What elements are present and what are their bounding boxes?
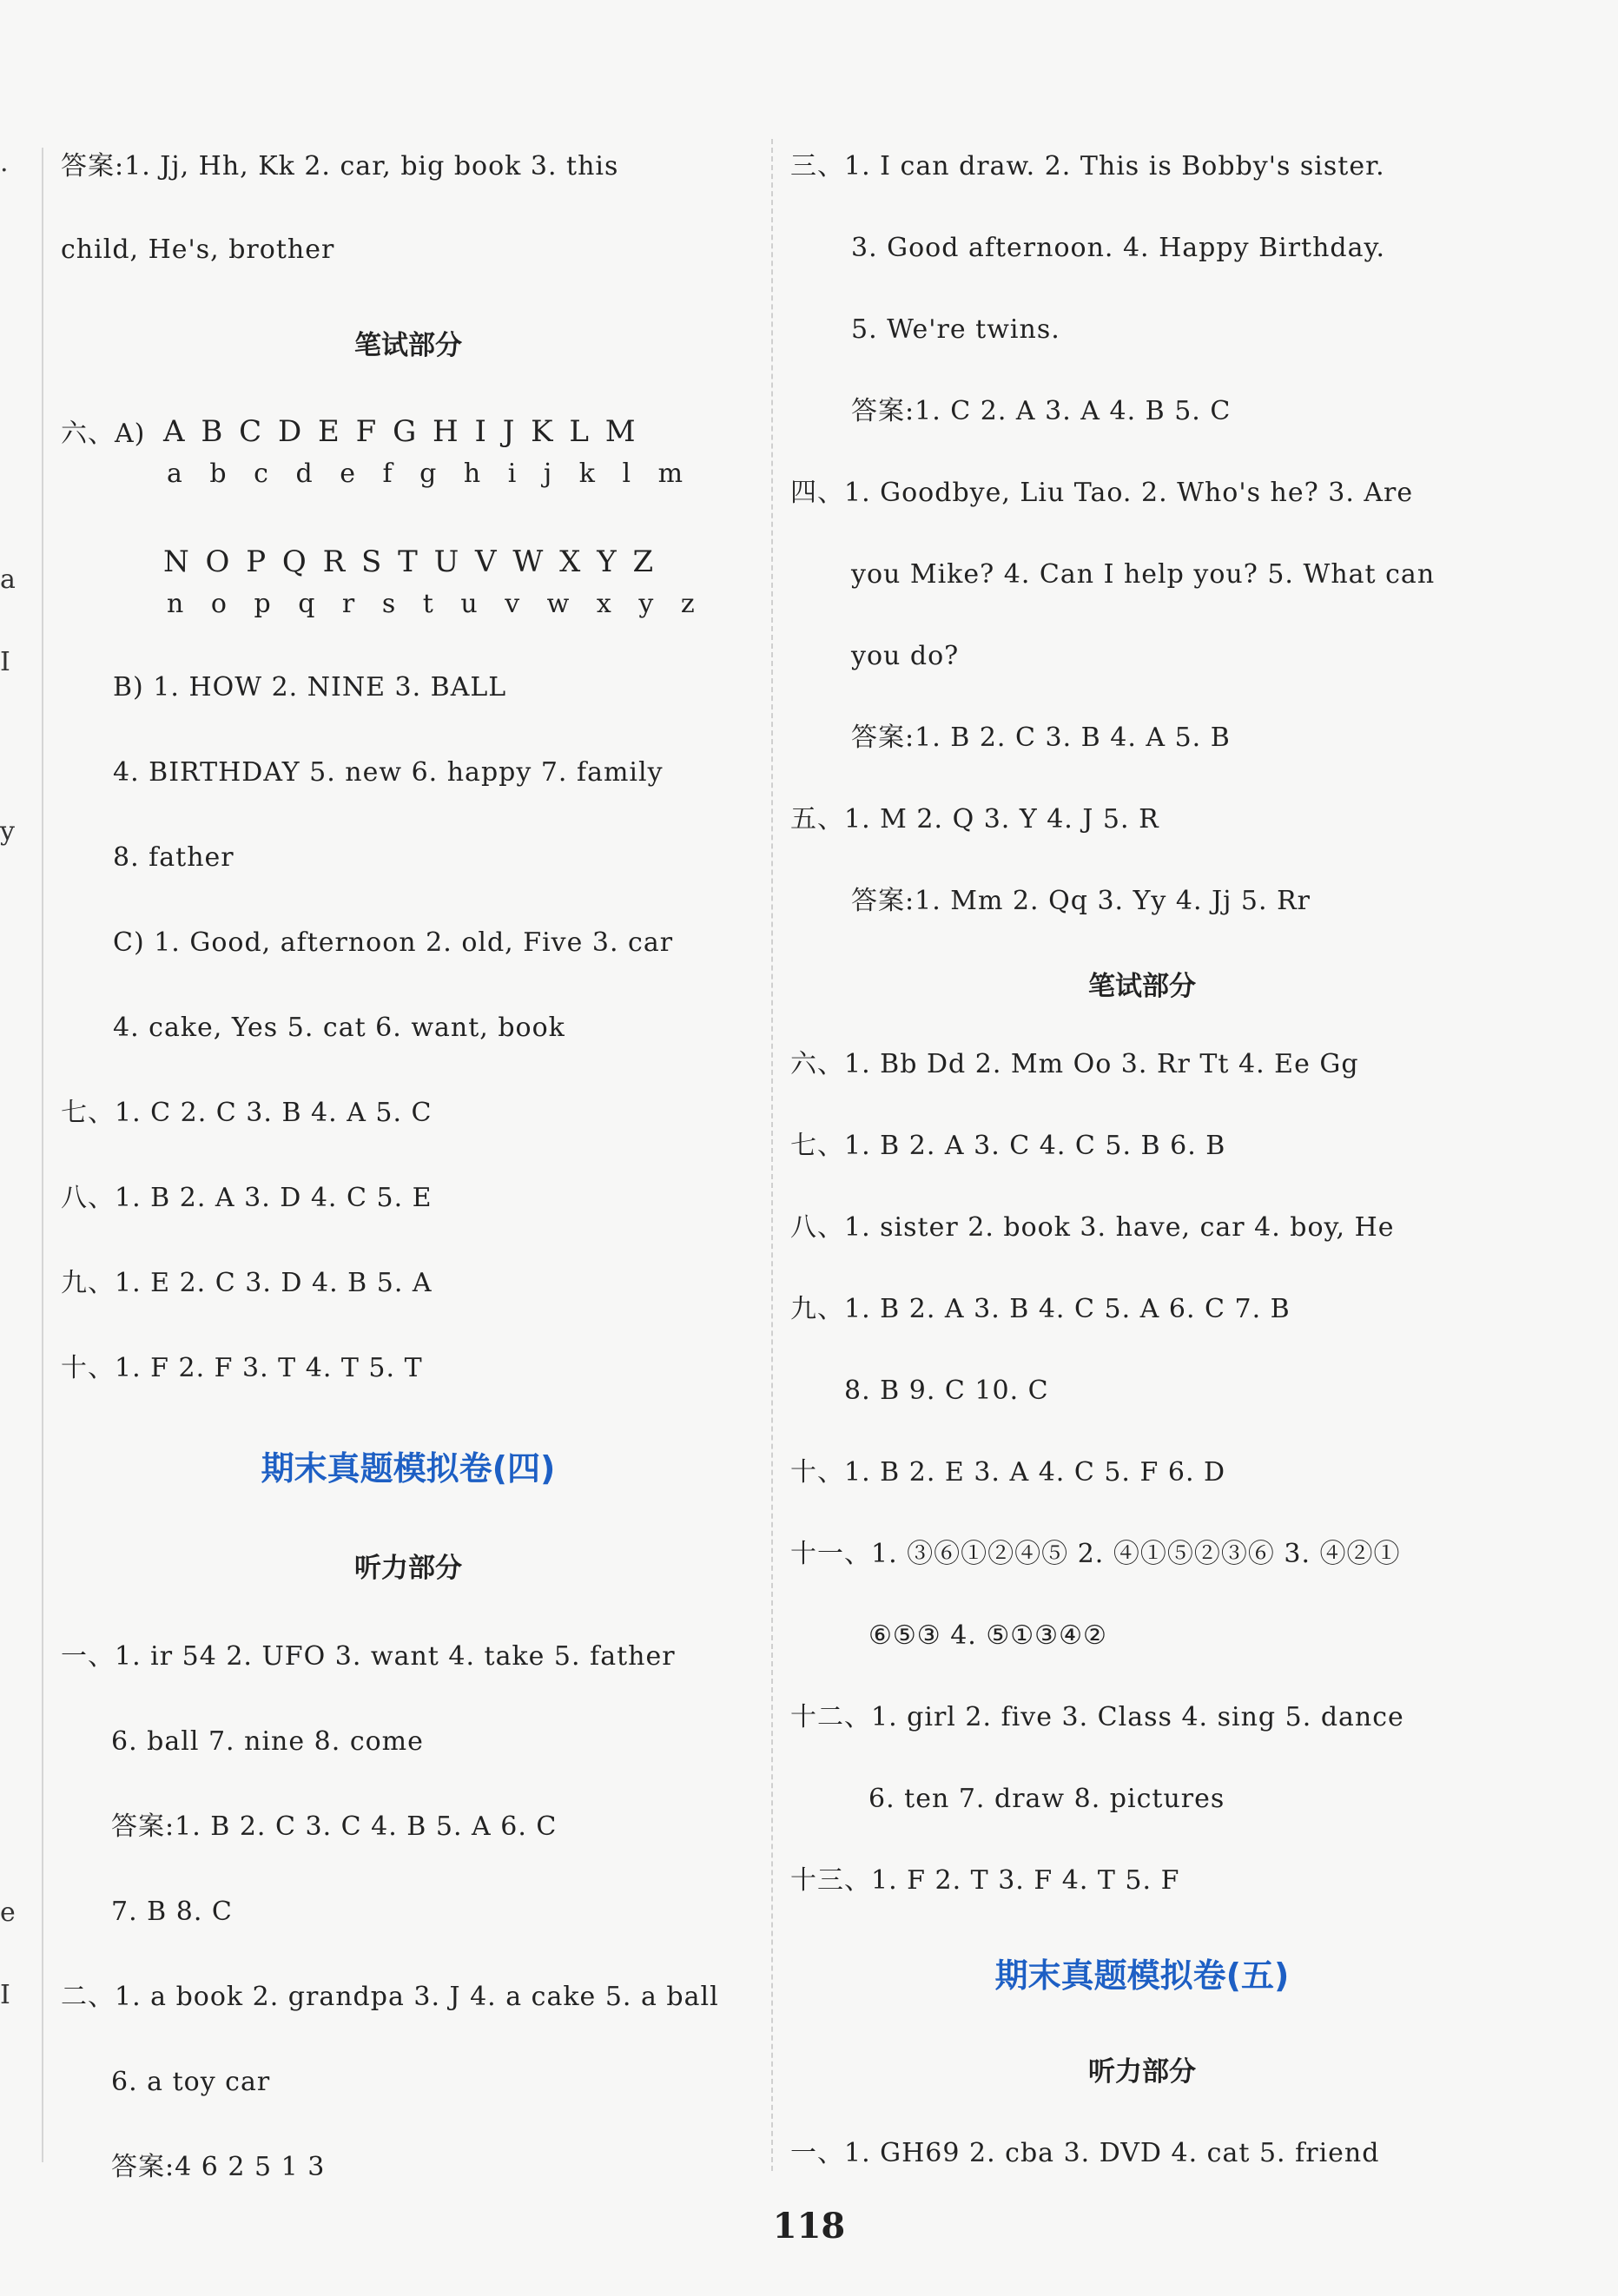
edge-char: I [0,647,10,677]
section-six-label: 六、A) [61,419,146,449]
answer-line: 七、1. B 2. A 3. C 4. C 5. B 6. B [790,1131,1226,1161]
answer-line: child, He's, brother [61,234,335,265]
answer-line: 答案:1. B 2. C 3. B 4. A 5. B [851,722,1231,753]
edge-char: e [0,1897,16,1928]
answer-line: 十一、1. ③⑥①②④⑤ 2. ④①⑤②③⑥ 3. ④②① [790,1539,1401,1569]
alphabet-upper-1: A B C D E F G H I J K L M [163,414,639,449]
answer-line: 一、1. GH69 2. cba 3. DVD 4. cat 5. friend [790,2138,1380,2168]
answer-line: 九、1. E 2. C 3. D 4. B 5. A [61,1268,433,1298]
binding-rule [42,148,43,2162]
column-divider [771,139,773,2171]
edge-char: a [0,564,16,595]
section-heading-listening: 听力部分 [1088,2056,1196,2088]
answer-line: 十、1. F 2. F 3. T 4. T 5. T [61,1353,423,1383]
answer-line: 答案:4 6 2 5 1 3 [111,2152,326,2182]
answer-line: 7. B 8. C [111,1897,233,1927]
edge-char: . [0,148,9,178]
answer-line: 4. cake, Yes 5. cat 6. want, book [113,1013,565,1043]
answer-line: 六、1. Bb Dd 2. Mm Oo 3. Rr Tt 4. Ee Gg [790,1049,1359,1079]
answer-line: 8. B 9. C 10. C [844,1376,1049,1406]
answer-line: 十二、1. girl 2. five 3. Class 4. sing 5. dance [790,1702,1404,1732]
section-heading-listening: 听力部分 [354,1553,462,1584]
section-heading-written: 笔试部分 [354,330,462,361]
left-column [61,130,764,2182]
edge-char: y [0,816,15,847]
answer-line: 三、1. I can draw. 2. This is Bobby's sister. [790,151,1385,181]
alphabet-upper-2: N O P Q R S T U V W X Y Z [163,544,657,579]
answer-line: 5. We're twins. [851,314,1060,345]
answer-line: C) 1. Good, afternoon 2. old, Five 3. car [113,927,674,958]
answer-line: 6. ball 7. nine 8. come [111,1726,424,1757]
answer-line: you Mike? 4. Can I help you? 5. What can [851,559,1436,590]
answer-line: 答案:1. Jj, Hh, Kk 2. car, big book 3. this [61,151,619,181]
answer-line: 3. Good afternoon. 4. Happy Birthday. [851,233,1386,263]
alphabet-lower-2: n o p q r s t u v w x y z [167,589,704,619]
page-number: 118 [772,2206,846,2247]
answer-line: 四、1. Goodbye, Liu Tao. 2. Who's he? 3. Are [790,478,1414,508]
exam-title-5: 期末真题模拟卷(五) [994,1956,1290,1995]
answer-line: you do? [851,641,960,671]
answer-line: 一、1. ir 54 2. UFO 3. want 4. take 5. father [61,1641,676,1672]
answer-line: 6. a toy car [111,2067,271,2097]
answer-line: 6. ten 7. draw 8. pictures [868,1784,1225,1814]
section-heading-written: 笔试部分 [1088,971,1196,1002]
edge-char: I [0,1980,10,2010]
answer-line: B) 1. HOW 2. NINE 3. BALL [113,672,507,703]
answer-line: 答案:1. B 2. C 3. C 4. B 5. A 6. C [111,1811,558,1842]
right-column [790,130,1502,2171]
answer-line: 4. BIRTHDAY 5. new 6. happy 7. family [113,757,664,788]
answer-line: 答案:1. Mm 2. Qq 3. Yy 4. Jj 5. Rr [851,886,1311,916]
answer-line: 十三、1. F 2. T 3. F 4. T 5. F [790,1865,1180,1896]
answer-line: 七、1. C 2. C 3. B 4. A 5. C [61,1098,433,1128]
exam-title-4: 期末真题模拟卷(四) [261,1449,556,1488]
answer-line: ⑥⑤③ 4. ⑤①③④② [868,1620,1107,1651]
answer-line: 答案:1. C 2. A 3. A 4. B 5. C [851,396,1232,426]
answer-line: 九、1. B 2. A 3. B 4. C 5. A 6. C 7. B [790,1294,1291,1324]
answer-line: 8. father [113,842,234,873]
answer-line: 十、1. B 2. E 3. A 4. C 5. F 6. D [790,1457,1226,1488]
alphabet-lower-1: a b c d e f g h i j k l m [167,459,693,489]
answer-line: 八、1. B 2. A 3. D 4. C 5. E [61,1183,433,1213]
answer-line: 五、1. M 2. Q 3. Y 4. J 5. R [790,804,1159,835]
answer-line: 二、1. a book 2. grandpa 3. J 4. a cake 5. a ball [61,1982,719,2012]
answer-line: 八、1. sister 2. book 3. have, car 4. boy, He [790,1212,1395,1243]
